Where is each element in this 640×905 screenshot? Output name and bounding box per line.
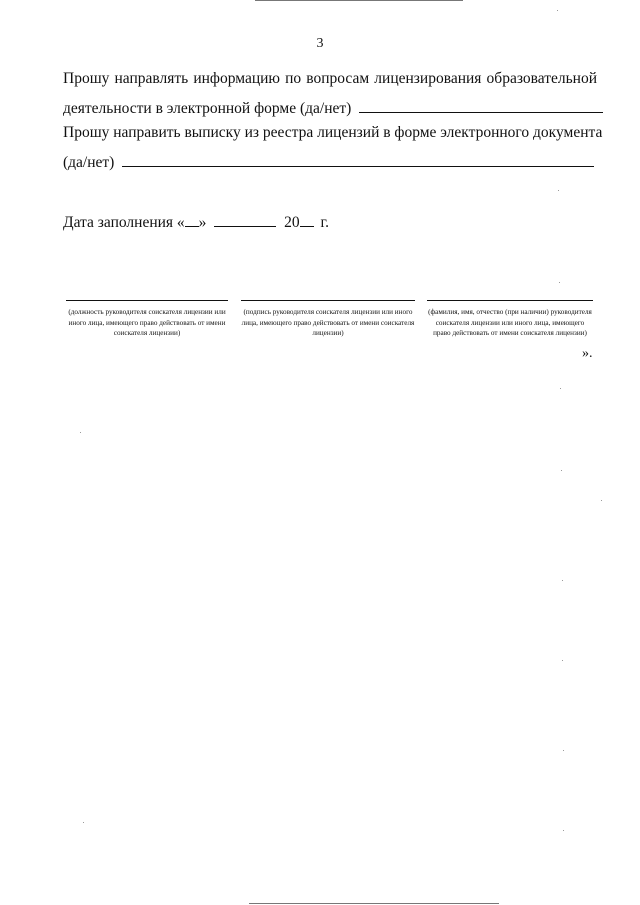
name-input-line[interactable] [427, 300, 593, 301]
scan-edge-top [255, 0, 463, 1]
scan-dot [557, 10, 558, 11]
scan-edge-bottom [249, 903, 499, 904]
position-signature-block [66, 300, 228, 339]
request-info-answer-field[interactable] [359, 98, 603, 113]
request-info-label: деятельности в электронной форме (да/нет) [63, 100, 352, 117]
scan-dot [601, 500, 602, 501]
fill-date-quote-close: » [198, 214, 207, 231]
name-signature-block [427, 300, 593, 339]
scan-dot [562, 580, 563, 581]
scan-dot [561, 470, 562, 471]
signature-input-line[interactable] [241, 300, 415, 301]
request-info-line2 [63, 98, 603, 118]
request-extract-line2 [63, 152, 594, 172]
scan-dot [83, 822, 84, 823]
fill-date-month-field[interactable] [214, 212, 276, 227]
closing-quote-mark: ». [582, 346, 593, 361]
request-info-line1: Прошу направлять информацию по вопросам лицензирования образовательной [63, 70, 597, 87]
position-caption: (должность руководителя соискателя лицензии или иного лица, имеющего право действовать от имени соискателя лицензии) [68, 308, 226, 337]
fill-date-year-field[interactable] [300, 212, 314, 227]
scan-dot [563, 830, 564, 831]
fill-date-label: Дата заполнения « [63, 214, 185, 231]
signature-block [241, 300, 415, 339]
request-extract-line1: Прошу направить выписку из реестра лицензий в форме электронного документа [63, 124, 603, 141]
page-number: 3 [316, 36, 324, 51]
fill-date-year-prefix: 20 [284, 214, 300, 231]
scan-dot [80, 432, 81, 433]
request-extract-label: (да/нет) [63, 154, 115, 171]
scan-dot [560, 388, 561, 389]
name-caption: (фамилия, имя, отчество (при наличии) руководителя соискателя лицензии или иного лица, имеющего право действовать от имени соискателя лицензии) [428, 308, 592, 337]
fill-date-row [63, 212, 329, 232]
fill-date-year-suffix: г. [320, 214, 330, 231]
scan-dot [559, 282, 560, 283]
scan-dot [558, 190, 559, 191]
request-extract-answer-field[interactable] [122, 152, 594, 167]
scan-dot [562, 660, 563, 661]
signature-caption: (подпись руководителя соискателя лицензии или иного лица, имеющего право действовать от имени соискателя лицензии) [241, 308, 415, 337]
fill-date-day-field[interactable] [185, 212, 199, 227]
position-input-line[interactable] [66, 300, 228, 301]
scan-dot [563, 750, 564, 751]
